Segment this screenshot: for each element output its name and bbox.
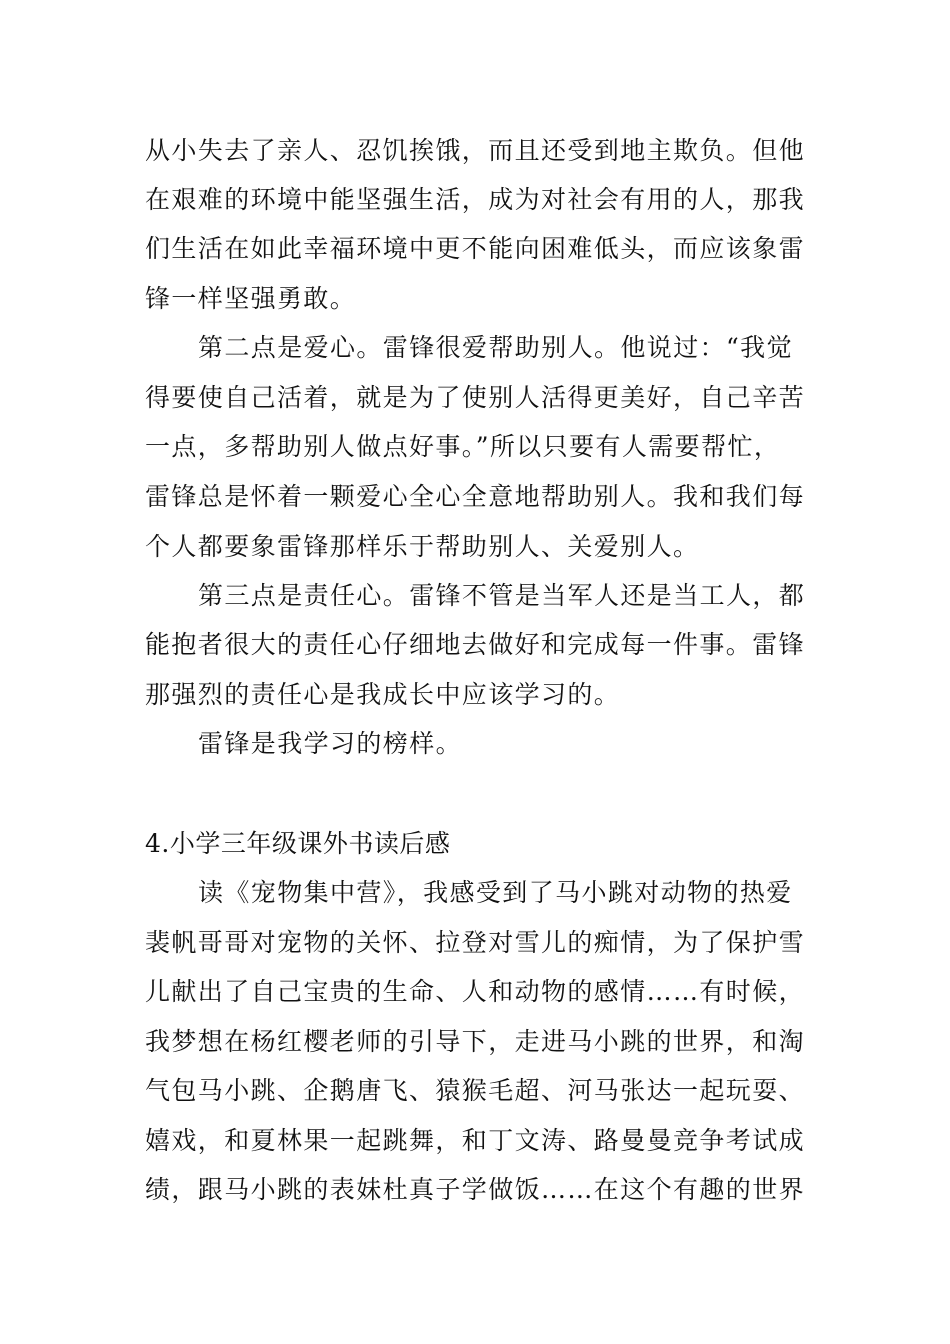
paragraph-line: 能抱者很大的责任心仔细地去做好和完成每一件事。雷锋 [145,630,806,659]
paragraph-line: 从小失去了亲人、忍饥挨饿，而且还受到地主欺负。但他 [145,136,806,165]
paragraph-line: 锋一样坚强勇敢。 [145,284,357,313]
paragraph-line: 嬉戏，和夏林果一起跳舞，和丁文涛、路曼曼竞争考试成 [145,1126,806,1155]
paragraph-first-line: 雷锋是我学习的榜样。 [198,729,463,758]
paragraph-line: 我梦想在杨红樱老师的引导下，走进马小跳的世界，和淘 [145,1027,806,1056]
paragraph-first-line: 第二点是爱心。雷锋很爱帮助别人。他说过：“我觉 [198,333,793,362]
paragraph-line: 在艰难的环境中能坚强生活，成为对社会有用的人，那我 [145,185,806,214]
paragraph-line: 个人都要象雷锋那样乐于帮助别人、关爱别人。 [145,532,700,561]
paragraph-first-line: 读《宠物集中营》，我感受到了马小跳对动物的热爱 [198,878,793,907]
paragraph-line: 得要使自己活着，就是为了使别人活得更美好，自己辛苦 [145,383,806,412]
paragraph-line: 一点，多帮助别人做点好事。”所以只要有人需要帮忙， [145,432,781,461]
paragraph-line: 们生活在如此幸福环境中更不能向困难低头，而应该象雷 [145,234,806,263]
section-heading: 4.小学三年级课外书读后感 [145,829,451,858]
paragraph-line: 气包马小跳、企鹅唐飞、猿猴毛超、河马张达一起玩耍、 [145,1076,806,1105]
paragraph-line: 那强烈的责任心是我成长中应该学习的。 [145,680,621,709]
paragraph-line: 雷锋总是怀着一颗爱心全心全意地帮助别人。我和我们每 [145,482,806,511]
paragraph-line: 裴帆哥哥对宠物的关怀、拉登对雪儿的痴情，为了保护雪 [145,928,806,957]
paragraph-line: 儿献出了自己宝贵的生命、人和动物的感情……有时候， [145,977,806,1006]
paragraph-line: 绩，跟马小跳的表妹杜真子学做饭……在这个有趣的世界 [145,1175,806,1204]
paragraph-first-line: 第三点是责任心。雷锋不管是当军人还是当工人，都 [198,581,806,610]
